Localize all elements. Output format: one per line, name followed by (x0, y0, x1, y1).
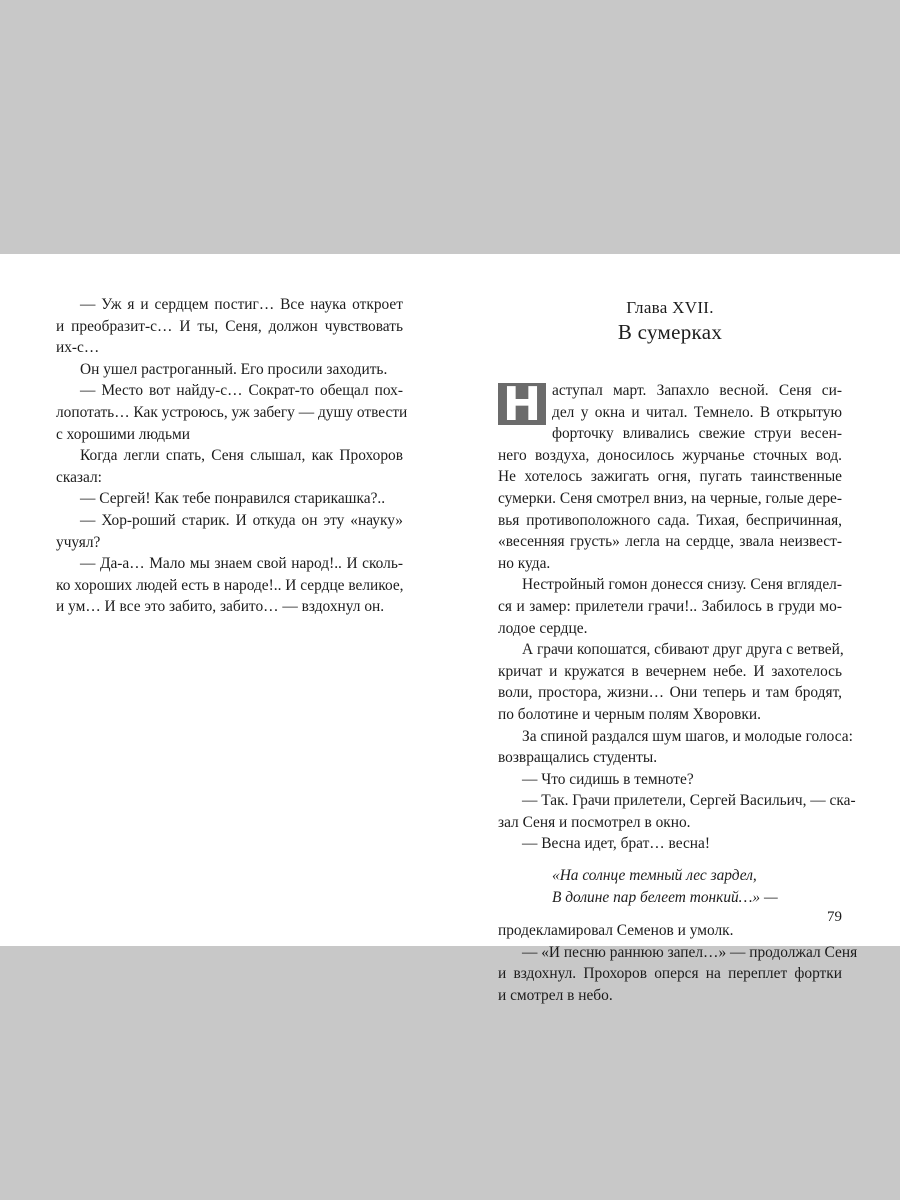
left-page-text (56, 294, 408, 618)
text-line: За спиной раздался шум шагов, и молодые голоса: (522, 727, 853, 745)
right-page (498, 294, 858, 1005)
drop-cap-letter: Н (498, 383, 546, 425)
text-line: ко хороших людей есть в народе!.. И сердце великое, (56, 576, 404, 594)
text-line: аступал март. Запахло весной. Сеня си- (552, 382, 842, 399)
text-line: Нестройный гомон донесся снизу. Сеня вглядел- (522, 576, 842, 594)
text-line: и вздохнул. Прохоров оперся на переплет фортки (498, 965, 842, 983)
poem-quote (498, 865, 842, 908)
text-line: и преобразит-с… И ты, Сеня, должон чувствовать (56, 317, 403, 335)
text-line: воли, простора, жизни… Они теперь и там бродят, (498, 684, 842, 702)
text-line: с хорошими людьми (56, 425, 191, 443)
text-line: лодое сердце. (498, 619, 588, 637)
text-line: — Сергей! Как тебе понравился старикашка?.. (80, 490, 386, 508)
text-line: ся и замер: прилетели грачи!.. Забилось в груди мо- (498, 597, 842, 615)
chapter-body (498, 380, 858, 1007)
text-line: — «И песню раннюю запел…» — продолжал Сеня (522, 943, 858, 961)
text-line: — Так. Грачи прилетели, Сергей Васильич, — ска- (522, 792, 856, 810)
text-line: «весенняя грусть» легла на сердце, звала неизвест- (498, 533, 842, 551)
text-line: — Что сидишь в темноте? (522, 770, 694, 788)
text-line: возвращались студенты. (498, 749, 658, 767)
text-line: дел у окна и читал. Темнело. В открытую (552, 403, 842, 421)
left-page (56, 294, 408, 618)
text-line: — Уж я и сердцем постиг… Все наука откроет (80, 296, 403, 313)
page-number: 79 (827, 909, 842, 925)
text-line: кричат и кружатся в вечернем небе. И захотелось (498, 662, 842, 680)
text-line: сказал: (56, 468, 102, 486)
text-line: — Да-а… Мало мы знаем свой народ!.. И сколь- (80, 555, 403, 573)
text-line: по болотине и черным полям Хворовки. (498, 705, 761, 723)
text-line: их-с… (56, 339, 100, 357)
text-line: и ум… И все это забито, забито… — вздохнул он. (56, 598, 385, 616)
text-line: форточку вливались свежие струи весен- (552, 425, 842, 443)
chapter-intro-text (498, 380, 856, 855)
chapter-label: Глава XVII. (626, 298, 714, 317)
text-line: — Хор-роший старик. И откуда он эту «науку» (80, 511, 403, 529)
text-line: лопотать… Как устроюсь, уж забегу — душу отвести (56, 403, 408, 421)
text-line: сумерки. Сеня смотрел вниз, на черные, голые дере- (498, 489, 842, 507)
text-line: продекламировал Семенов и умолк. (498, 922, 734, 940)
text-line: — Место вот найду-с… Сократ-то обещал пох- (80, 382, 403, 400)
text-line: — Весна идет, брат… весна! (522, 835, 710, 853)
text-line: А грачи копошатся, сбивают друг друга с ветвей, (522, 641, 844, 659)
text-line: и смотрел в небо. (498, 987, 613, 1005)
text-line: Когда легли спать, Сеня слышал, как Прохоров (80, 447, 403, 465)
text-line: вья противоположного сада. Тихая, беспричинная, (498, 511, 842, 529)
poem-line: В долине пар белеет тонкий…» — (552, 888, 778, 906)
text-line: но куда. (498, 554, 551, 572)
poem-line: «На солнце темный лес зардел, (552, 867, 757, 885)
text-line: зал Сеня и посмотрел в окно. (498, 813, 691, 831)
text-line: учуял? (56, 533, 101, 551)
text-line: Не хотелось зажигать огня, пугать таинственные (498, 468, 842, 486)
book-spread (0, 254, 900, 1005)
chapter-outro-text (498, 920, 858, 1006)
chapter-title: В сумерках (617, 320, 723, 344)
text-line: него воздуха, доносилось журчанье сточных вод. (498, 446, 842, 464)
text-line: Он ушел растроганный. Его просили заходить. (80, 360, 388, 378)
